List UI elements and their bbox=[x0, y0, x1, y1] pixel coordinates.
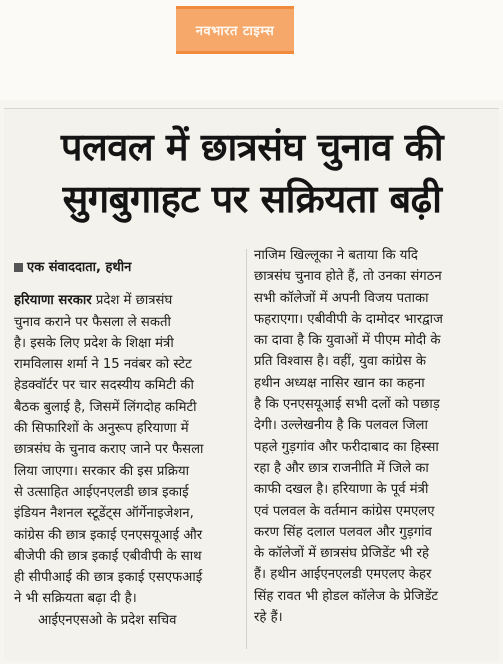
body-line: काफी दखल है। हरियाणा के पूर्व मंत्री bbox=[254, 482, 429, 498]
body-line: ही सीपीआई की छात्र इकाई एसएफआई bbox=[14, 570, 203, 586]
body-line: इंडियन नैशनल स्टूडेंट्स ऑर्गेनाइजेशन, bbox=[14, 506, 194, 522]
body-line: का दावा है कि युवाओं में पीएम मोदी के bbox=[254, 333, 441, 349]
body-line: चुनाव कराने पर फैसला ले सकती bbox=[14, 314, 171, 330]
body-line: रहा है और छात्र राजनीति में जिले का bbox=[254, 460, 429, 476]
body-line: है। इसके लिए प्रदेश के शिक्षा मंत्री bbox=[14, 335, 174, 351]
body-line: छात्रसंघ के चुनाव कराए जाने पर फैसला bbox=[14, 442, 204, 458]
body-line: लिया जाएगा। सरकार की इस प्रक्रिया bbox=[14, 463, 190, 479]
masthead-area bbox=[0, 0, 503, 100]
body-line: एवं पलवल के वर्तमान कांग्रेस एमएलए bbox=[254, 503, 435, 519]
body-line: देगी। उल्लेखनीय है कि पलवल जिला bbox=[254, 418, 428, 434]
right-body bbox=[254, 245, 487, 628]
body-line: रामविलास शर्मा ने 15 नवंबर को स्टेट bbox=[14, 357, 192, 373]
body-line: पहले गुड़गांव और फरीदाबाद का हिस्सा bbox=[254, 439, 439, 455]
body-line: हथीन अध्यक्ष नासिर खान का कहना bbox=[254, 375, 425, 391]
byline-text: एक संवाददाता, हथीन bbox=[27, 260, 132, 275]
article-column-right bbox=[254, 245, 487, 628]
body-line: सभी कॉलेजों में अपनी विजय पताका bbox=[254, 290, 429, 306]
body-line: प्रति विश्वास है। वहीं, युवा कांग्रेस के bbox=[254, 354, 426, 370]
body-line: बैठक बुलाई है, जिसमें लिंगदोह कमिटी bbox=[14, 399, 197, 415]
body-line-text: प्रदेश में छात्रसंघ bbox=[91, 293, 173, 309]
body-line: के कॉलेजों में छात्रसंघ प्रेजिडेंट भी रहे bbox=[254, 546, 429, 562]
article-column-left bbox=[14, 245, 240, 631]
body-line: करण सिंह दलाल पलवल और गुड़गांव bbox=[254, 524, 432, 540]
headline-line-1: पलवल में छात्रसंघ चुनाव की bbox=[60, 125, 444, 169]
body-line: रहे हैं। bbox=[254, 610, 283, 626]
body-line bbox=[14, 290, 240, 311]
byline-bullet-icon bbox=[14, 263, 23, 272]
body-line: बीजेपी की छात्र इकाई एबीवीपी के साथ bbox=[14, 548, 202, 564]
body-line: की सिफारिशों के अनुरूप हरियाणा में bbox=[14, 421, 189, 437]
body-line: हैं। हथीन आईएनएलडी एमएलए केहर bbox=[254, 567, 432, 583]
body-line: है कि एनएसयूआई सभी दलों को पछाड़ bbox=[254, 397, 440, 413]
newspaper-masthead: नवभारत टाइम्स bbox=[176, 6, 294, 54]
body-line: ने भी सक्रियता बढ़ा दी है। bbox=[14, 591, 137, 607]
article-headline bbox=[12, 121, 492, 225]
left-body bbox=[14, 290, 240, 631]
news-clipping bbox=[4, 108, 499, 661]
body-line: फहराएगा। एबीवीपी के दामोदर भारद्वाज bbox=[254, 311, 443, 327]
body-line: नाजिम खिल्लूका ने बताया कि यदि bbox=[254, 248, 418, 263]
byline bbox=[14, 257, 240, 278]
column-divider bbox=[246, 249, 247, 649]
body-line: आईएनएसओ के प्रदेश सचिव bbox=[38, 612, 177, 628]
body-line: कांग्रेस की छात्र इकाई एनएसयूआई और bbox=[14, 527, 203, 543]
body-line: हेडक्वॉर्टर पर चार सदस्यीय कमिटी की bbox=[14, 378, 194, 394]
body-line: छात्रसंघ चुनाव होते हैं, तो उनका संगठन bbox=[254, 269, 442, 285]
body-line: सिंह रावत भी होडल कॉलेज के प्रेजिडेंट bbox=[254, 588, 439, 604]
body-line: से उत्साहित आईएनएलडी छात्र इकाई bbox=[14, 484, 189, 500]
lead-term: हरियाणा सरकार bbox=[14, 293, 92, 309]
headline-line-2: सुगबुगाहट पर सक्रियता बढ़ी bbox=[62, 177, 442, 221]
